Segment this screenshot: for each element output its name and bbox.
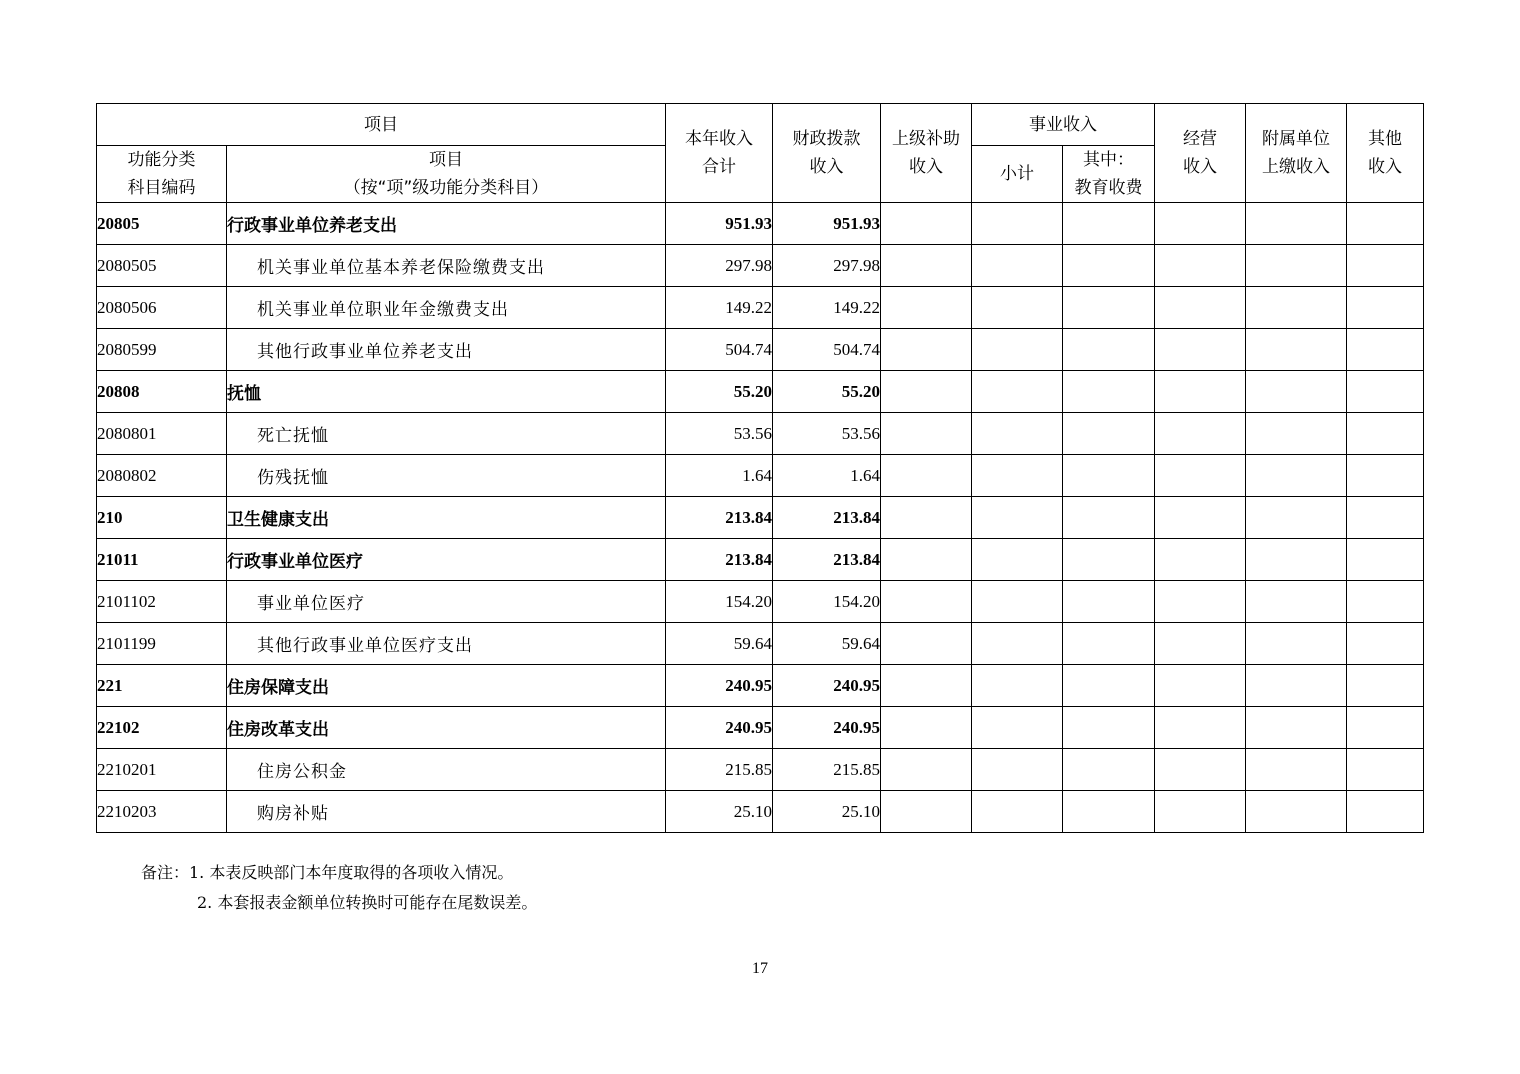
other-cell [1347,497,1424,539]
business-subtotal-cell [972,329,1063,371]
fiscal-cell: 59.64 [773,623,881,665]
fiscal-cell: 149.22 [773,287,881,329]
business-edu-cell [1063,749,1155,791]
fiscal-cell: 154.20 [773,581,881,623]
header-subtotal: 小计 [972,146,1063,203]
header-item: 项目 [97,104,666,146]
business-edu-cell [1063,245,1155,287]
superior-cell [881,245,972,287]
operating-cell [1155,329,1246,371]
header-edu: 其中： 教育收费 [1063,146,1155,203]
business-edu-cell [1063,791,1155,833]
fiscal-cell: 297.98 [773,245,881,287]
affiliated-cell [1246,245,1347,287]
affiliated-cell [1246,539,1347,581]
code-cell: 20808 [97,371,227,413]
superior-cell [881,707,972,749]
code-cell: 22102 [97,707,227,749]
name-cell: 住房保障支出 [227,665,666,707]
header-code: 功能分类 科目编码 [97,146,227,203]
table-row [97,749,1424,791]
header-operating: 经营 收入 [1155,104,1246,203]
name-cell: 其他行政事业单位医疗支出 [227,623,666,665]
total-cell: 59.64 [666,623,773,665]
name-cell: 住房改革支出 [227,707,666,749]
superior-cell [881,623,972,665]
note-2: 2. 本套报表金额单位转换时可能存在尾数误差。 [197,893,538,912]
affiliated-cell [1246,497,1347,539]
superior-cell [881,455,972,497]
operating-cell [1155,203,1246,245]
affiliated-cell [1246,371,1347,413]
table-row [97,371,1424,413]
code-cell: 20805 [97,203,227,245]
table-row [97,245,1424,287]
table-row [97,791,1424,833]
business-edu-cell [1063,203,1155,245]
table-row [97,287,1424,329]
table-row [97,497,1424,539]
affiliated-cell [1246,413,1347,455]
business-edu-cell [1063,623,1155,665]
name-cell: 行政事业单位养老支出 [227,203,666,245]
fiscal-cell: 25.10 [773,791,881,833]
other-cell [1347,749,1424,791]
total-cell: 154.20 [666,581,773,623]
operating-cell [1155,623,1246,665]
name-cell: 机关事业单位基本养老保险缴费支出 [227,245,666,287]
fiscal-cell: 1.64 [773,455,881,497]
superior-cell [881,371,972,413]
superior-cell [881,749,972,791]
code-cell: 2080599 [97,329,227,371]
total-cell: 213.84 [666,539,773,581]
business-subtotal-cell [972,371,1063,413]
affiliated-cell [1246,623,1347,665]
fiscal-cell: 213.84 [773,497,881,539]
business-subtotal-cell [972,665,1063,707]
other-cell [1347,413,1424,455]
superior-cell [881,203,972,245]
code-cell: 2080801 [97,413,227,455]
code-cell: 2080505 [97,245,227,287]
code-cell: 2080506 [97,287,227,329]
fiscal-cell: 53.56 [773,413,881,455]
affiliated-cell [1246,203,1347,245]
code-cell: 2080802 [97,455,227,497]
total-cell: 55.20 [666,371,773,413]
table-row [97,581,1424,623]
affiliated-cell [1246,665,1347,707]
other-cell [1347,203,1424,245]
table-row [97,203,1424,245]
superior-cell [881,539,972,581]
fiscal-cell: 215.85 [773,749,881,791]
superior-cell [881,791,972,833]
superior-cell [881,287,972,329]
business-edu-cell [1063,413,1155,455]
business-subtotal-cell [972,497,1063,539]
business-subtotal-cell [972,539,1063,581]
fiscal-cell: 951.93 [773,203,881,245]
header-superior: 上级补助 收入 [881,104,972,203]
operating-cell [1155,413,1246,455]
note-1: 备注：1. 本表反映部门本年度取得的各项收入情况。 [141,863,514,882]
table-row [97,455,1424,497]
superior-cell [881,329,972,371]
table-row [97,707,1424,749]
other-cell [1347,581,1424,623]
other-cell [1347,623,1424,665]
affiliated-cell [1246,329,1347,371]
code-cell: 2210201 [97,749,227,791]
operating-cell [1155,749,1246,791]
header-affiliated: 附属单位 上缴收入 [1246,104,1347,203]
superior-cell [881,581,972,623]
income-table [96,103,1424,833]
affiliated-cell [1246,791,1347,833]
business-subtotal-cell [972,581,1063,623]
business-edu-cell [1063,371,1155,413]
affiliated-cell [1246,581,1347,623]
code-cell: 21011 [97,539,227,581]
name-cell: 住房公积金 [227,749,666,791]
table-row [97,539,1424,581]
business-subtotal-cell [972,287,1063,329]
total-cell: 240.95 [666,665,773,707]
business-edu-cell [1063,665,1155,707]
other-cell [1347,245,1424,287]
other-cell [1347,791,1424,833]
total-cell: 297.98 [666,245,773,287]
total-cell: 53.56 [666,413,773,455]
name-cell: 机关事业单位职业年金缴费支出 [227,287,666,329]
superior-cell [881,413,972,455]
fiscal-cell: 240.95 [773,665,881,707]
operating-cell [1155,455,1246,497]
business-edu-cell [1063,455,1155,497]
header-total: 本年收入 合计 [666,104,773,203]
total-cell: 240.95 [666,707,773,749]
notes [141,858,537,918]
business-subtotal-cell [972,245,1063,287]
total-cell: 215.85 [666,749,773,791]
other-cell [1347,329,1424,371]
fiscal-cell: 504.74 [773,329,881,371]
fiscal-cell: 55.20 [773,371,881,413]
business-edu-cell [1063,539,1155,581]
name-cell: 卫生健康支出 [227,497,666,539]
affiliated-cell [1246,749,1347,791]
affiliated-cell [1246,287,1347,329]
business-subtotal-cell [972,413,1063,455]
business-edu-cell [1063,287,1155,329]
name-cell: 抚恤 [227,371,666,413]
other-cell [1347,371,1424,413]
code-cell: 2210203 [97,791,227,833]
business-subtotal-cell [972,749,1063,791]
other-cell [1347,665,1424,707]
business-edu-cell [1063,581,1155,623]
name-cell: 购房补贴 [227,791,666,833]
name-cell: 行政事业单位医疗 [227,539,666,581]
header-other: 其他 收入 [1347,104,1424,203]
business-subtotal-cell [972,791,1063,833]
operating-cell [1155,245,1246,287]
code-cell: 221 [97,665,227,707]
other-cell [1347,287,1424,329]
affiliated-cell [1246,707,1347,749]
total-cell: 1.64 [666,455,773,497]
other-cell [1347,455,1424,497]
total-cell: 149.22 [666,287,773,329]
code-cell: 2101102 [97,581,227,623]
operating-cell [1155,371,1246,413]
superior-cell [881,665,972,707]
code-cell: 2101199 [97,623,227,665]
table-row [97,623,1424,665]
total-cell: 25.10 [666,791,773,833]
affiliated-cell [1246,455,1347,497]
name-cell: 其他行政事业单位养老支出 [227,329,666,371]
operating-cell [1155,287,1246,329]
page-number: 17 [752,960,768,977]
other-cell [1347,707,1424,749]
name-cell: 事业单位医疗 [227,581,666,623]
operating-cell [1155,497,1246,539]
business-subtotal-cell [972,623,1063,665]
name-cell: 伤残抚恤 [227,455,666,497]
operating-cell [1155,665,1246,707]
total-cell: 213.84 [666,497,773,539]
name-cell: 死亡抚恤 [227,413,666,455]
header-name: 项目 （按“项”级功能分类科目） [227,146,666,203]
operating-cell [1155,791,1246,833]
table-row [97,329,1424,371]
code-cell: 210 [97,497,227,539]
header-business: 事业收入 [972,104,1155,146]
other-cell [1347,539,1424,581]
superior-cell [881,497,972,539]
business-subtotal-cell [972,203,1063,245]
business-edu-cell [1063,497,1155,539]
operating-cell [1155,539,1246,581]
fiscal-cell: 240.95 [773,707,881,749]
business-edu-cell [1063,707,1155,749]
fiscal-cell: 213.84 [773,539,881,581]
business-edu-cell [1063,329,1155,371]
table-row [97,665,1424,707]
operating-cell [1155,581,1246,623]
header-fiscal: 财政拨款 收入 [773,104,881,203]
business-subtotal-cell [972,707,1063,749]
total-cell: 504.74 [666,329,773,371]
operating-cell [1155,707,1246,749]
table-row [97,413,1424,455]
total-cell: 951.93 [666,203,773,245]
business-subtotal-cell [972,455,1063,497]
